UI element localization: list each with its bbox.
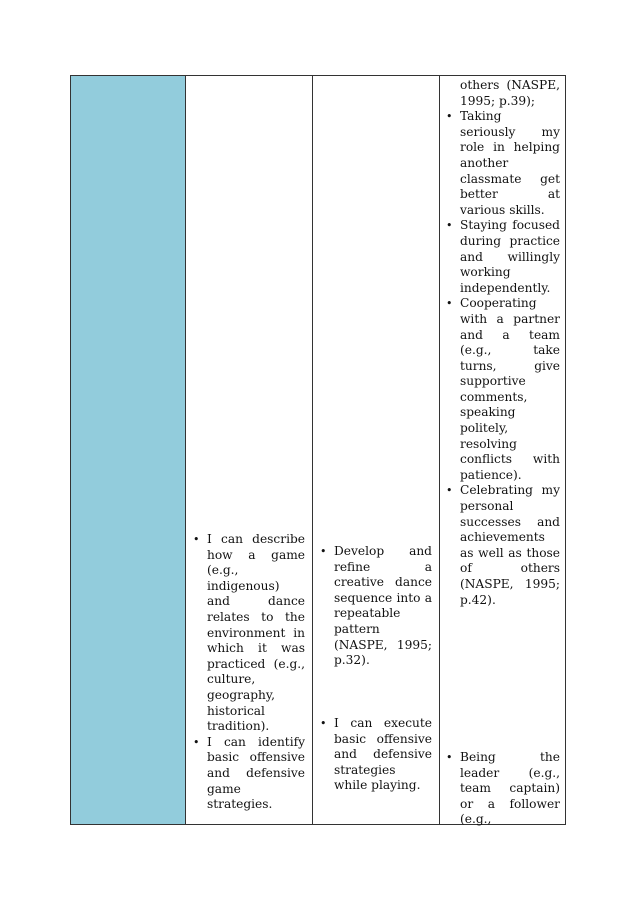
bullet-icon: • xyxy=(446,484,453,498)
list-item: • Cooperating with a partner and a team (e.g., take turns, give supportive comments, speaking politely, resolving conflicts with patience). xyxy=(446,296,560,482)
list-item: • I can identify basic offensive and defensive game strategies. xyxy=(193,734,305,812)
bullet-icon: • xyxy=(446,297,453,311)
bullet-list xyxy=(320,544,432,669)
table-column-shaded xyxy=(71,76,186,824)
table-column-learner-statements xyxy=(186,76,313,824)
bullet-icon: • xyxy=(320,545,327,558)
bullet-icon: • xyxy=(320,717,327,730)
list-item: • Being the leader (e.g., team captain) or a follower (e.g., xyxy=(446,750,560,827)
bullet-icon: • xyxy=(193,533,200,546)
bullet-list xyxy=(446,109,560,608)
table-column-outcomes xyxy=(313,76,440,824)
bullet-list xyxy=(320,716,432,794)
list-item: • Develop and refine a creative dance sequence into a repeatable pattern (NASPE, 1995; p.32). xyxy=(320,544,432,668)
list-item: • I can execute basic offensive and defensive strategies while playing. xyxy=(320,716,432,793)
list-item: • Taking seriously my role in helping another classmate get better at various skills. xyxy=(446,109,560,217)
bullet-icon: • xyxy=(446,110,453,124)
bullet-list xyxy=(193,532,305,813)
bullet-list xyxy=(446,750,560,828)
list-item: • I can describe how a game (e.g., indigenous) and dance relates to the environment in which it was practiced (e.g., culture, geography, historical tradition). xyxy=(193,532,305,734)
bullet-icon: • xyxy=(193,735,200,749)
curriculum-table xyxy=(70,75,566,825)
bullet-icon: • xyxy=(446,219,453,233)
list-item: • Celebrating my personal successes and achievements as well as those of others (NASPE, 1995; p.42). xyxy=(446,483,560,607)
continued-text: others (NASPE, 1995; p.39); xyxy=(460,78,560,108)
list-item: • Staying focused during practice and willingly working independently. xyxy=(446,218,560,295)
table-column-behaviors xyxy=(440,76,565,827)
bullet-icon: • xyxy=(446,751,453,764)
